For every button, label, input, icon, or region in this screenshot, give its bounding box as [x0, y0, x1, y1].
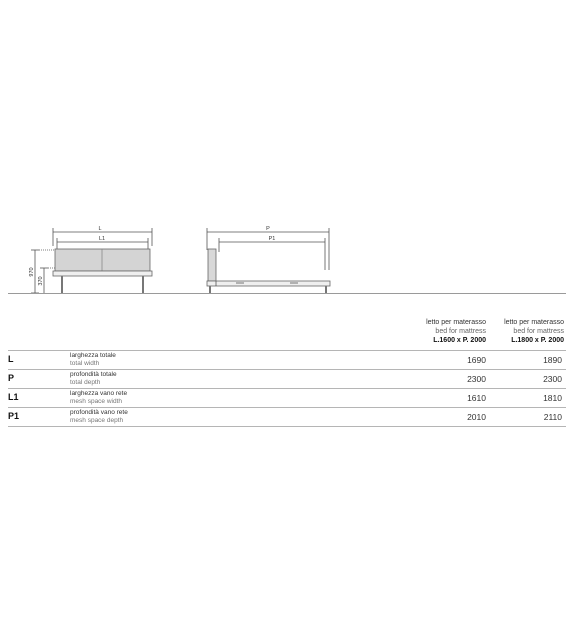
table-row [8, 407, 566, 427]
dimension-label [70, 371, 117, 386]
column-header-label-it: letto per materasso [426, 319, 486, 326]
value-1600: 2010 [467, 412, 486, 422]
column-header-size: L.1600 x P. 2000 [433, 337, 486, 344]
column-header-label-en: bed for mattress [513, 328, 564, 335]
value-1800: 1810 [543, 393, 562, 403]
front-height-mesh-label: 370 [38, 276, 44, 286]
value-1600: 1610 [467, 393, 486, 403]
table-rows [8, 350, 566, 427]
side-dim-P-label: P [266, 226, 270, 232]
dimension-label-it: profondità totale [70, 371, 117, 378]
dimension-label-it: larghezza totale [70, 352, 116, 359]
column-header-1600 [396, 318, 486, 345]
dimension-symbol: P [8, 373, 15, 383]
value-1800: 2110 [543, 412, 562, 422]
dimension-label [70, 352, 116, 367]
value-1600: 1690 [467, 355, 486, 365]
front-view [31, 228, 152, 293]
dimension-label-en: mesh space width [70, 397, 123, 405]
dimension-symbol: P1 [8, 411, 20, 421]
dimension-label [70, 390, 127, 405]
table-row [8, 350, 566, 369]
value-1600: 2300 [467, 374, 486, 384]
dimension-label-en: total width [70, 359, 100, 367]
value-1800: 2300 [543, 374, 562, 384]
column-header-size: L.1800 x P. 2000 [511, 337, 564, 344]
dimension-label-it: larghezza vano rete [70, 390, 128, 397]
column-header-label-it: letto per materasso [504, 319, 564, 326]
table-row [8, 369, 566, 388]
side-dim-P1-label: P1 [268, 236, 276, 242]
floor-line [8, 293, 566, 294]
front-dim-L-label: L [98, 226, 102, 232]
dimension-label-en: mesh space depth [70, 416, 124, 424]
front-height-total-label: 970 [29, 267, 35, 277]
table-row [8, 388, 566, 407]
value-1800: 1890 [543, 355, 562, 365]
dimension-label-it: profondità vano rete [70, 409, 128, 416]
dimension-label [70, 409, 128, 424]
dimension-symbol: L [8, 354, 14, 364]
dimension-label-en: total depth [70, 378, 101, 386]
column-header-1800 [474, 318, 564, 345]
dimension-symbol: L1 [8, 392, 19, 402]
column-header-label-en: bed for mattress [435, 328, 486, 335]
front-dim-L1-label: L1 [98, 236, 106, 242]
bed-technical-drawing [0, 0, 574, 310]
